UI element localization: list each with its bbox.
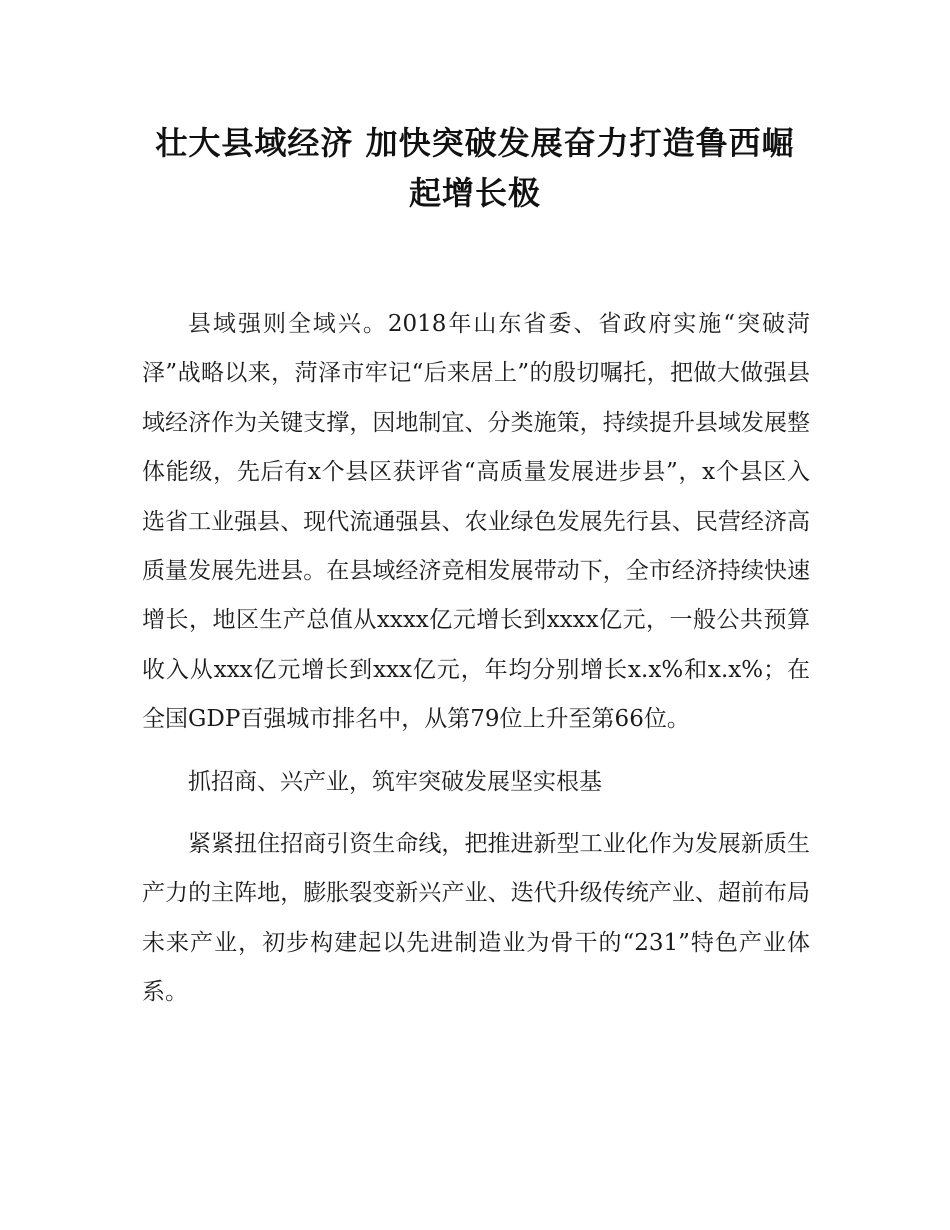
title-line-1: 壮大县域经济 加快突破发展奋力打造鲁西崛	[155, 124, 795, 162]
paragraph-intro: 县域强则全域兴。2018年山东省委、省政府实施“突破菏泽”战略以来，菏泽市牢记“后来居上”的殷切嘱托，把做大做强县域经济作为关键支撑，因地制宜、分类施策，持续提升县域发展整体能级，先后有x个县区获评省“高质量发展进步县”，x个县区入选省工业强县、现代流通强县、农业绿色发展先行县、民营经济高质量发展先进县。在县域经济竞相发展带动下，全市经济持续快速增长，地区生产总值从xxxx亿元增长到xxxx亿元，一般公共预算收入从xxx亿元增长到xxx亿元，年均分别增长x.x%和x.x%；在全国GDP百强城市排名中，从第79位上升至第66位。	[142, 311, 810, 733]
paragraph-industry: 紧紧扭住招商引资生命线，把推进新型工业化作为发展新质生产力的主阵地，膨胀裂变新兴产业、迭代升级传统产业、超前布局未来产业，初步构建起以先进制造业为骨干的“231”特色产业体系。	[142, 831, 810, 1006]
document-body	[142, 300, 810, 1018]
section-heading: 抓招商、兴产业，筑牢突破发展坚实根基	[188, 768, 602, 795]
document-title	[120, 118, 830, 218]
title-line-2: 起增长极	[408, 174, 541, 212]
